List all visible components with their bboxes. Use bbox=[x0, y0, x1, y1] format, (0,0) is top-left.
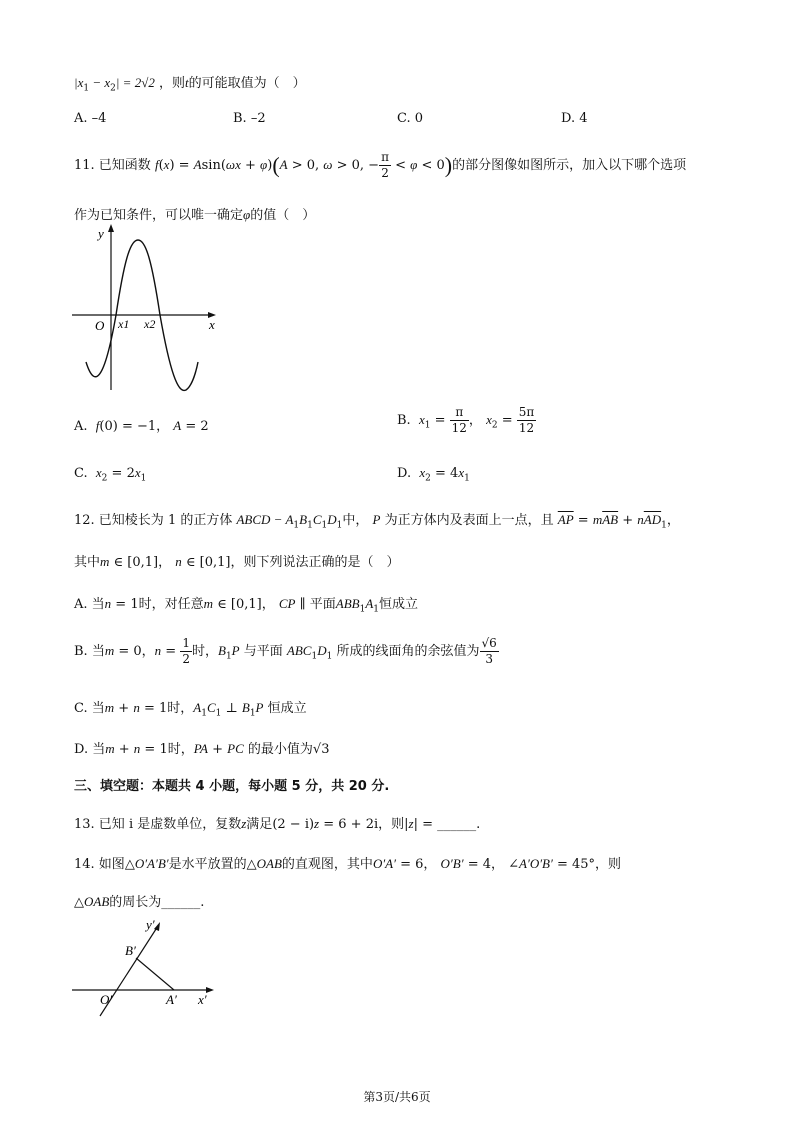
q12-stem-line2: 其中m ∈ [0,1]， n ∈ [0,1]，则下列说法正确的是（ ） bbox=[74, 554, 400, 570]
q11-option-c: C. $x_2 = 2x_1$ bbox=[74, 465, 147, 484]
q14-blank: ______. bbox=[161, 895, 205, 910]
q13-stem: 13. 已知 i 是虚数单位，复数z满足(2 − i)z = 6 + 2i，则|z| = ______. bbox=[74, 816, 481, 832]
q13-blank: ______. bbox=[437, 817, 481, 832]
q10-option-c: C. 0 bbox=[397, 111, 424, 126]
q10-stem: $|x_1 - x_2| = 2√2$ ，则t的可能取值为（ ） bbox=[74, 75, 306, 94]
q11-option-d: D. $x_2 = 4x_1$ bbox=[397, 465, 470, 484]
q14-fig-origin: O′ bbox=[100, 992, 113, 1007]
q11-stem-line2: 作为已知条件，可以唯一确定φ的值（ ） bbox=[74, 207, 316, 223]
q11-sine-graph bbox=[66, 222, 226, 397]
q14-fig-b-label: B′ bbox=[125, 943, 136, 958]
q14-fig-x-label: x′ bbox=[198, 992, 207, 1007]
q11-option-a: A. f(0) = −1， A = 2 bbox=[74, 418, 209, 434]
q14-fig-y-label: y′ bbox=[146, 917, 155, 932]
q10-option-a: A. –4 bbox=[74, 111, 107, 126]
q11-stem: 11. 已知函数 f(x) = Asin(ωx + φ)(A > 0, ω > 0, − $\frac{\pi}{2}$ < φ < 0)的部分图像如图所示，加入以下哪个选项 bbox=[74, 150, 687, 180]
q12-stem: 12. 已知棱长为 1 的正方体 ABCD − $A_1B_1C_1D_1$中， P 为正方体内及表面上一点，且 $\overline{AP} = m\overline{AB} + n\overline{AD}_1$， bbox=[74, 512, 680, 531]
q14-oblique-figure bbox=[70, 912, 220, 1017]
q12-option-c: C. 当m + n = 1时，$A_1C_1$ ⊥ $B_1P$ 恒成立 bbox=[74, 700, 307, 719]
q12-option-b: B. 当m = 0，n = $\frac{1}{2}$ 时，$B_1P$ 与平面 $ABC_1D_1$ 所成的线面角的余弦值为 $\frac{√6}{3}$ bbox=[74, 636, 497, 666]
q14-stem-line2: △OAB的周长为______. bbox=[74, 894, 205, 910]
q12-option-a: A. 当n = 1时，对任意m ∈ [0,1]， CP ∥ 平面$ABB_1A_1$恒成立 bbox=[74, 596, 419, 615]
q11-graph-origin: O bbox=[95, 318, 105, 333]
q10-option-b: B. –2 bbox=[233, 111, 266, 126]
q10-option-d: D. 4 bbox=[561, 111, 588, 126]
q14-stem: 14. 如图△O′A′B′是水平放置的△OAB的直观图，其中O′A′ = 6， O′B′ = 4， ∠A′O′B′ = 45°，则 bbox=[74, 856, 622, 872]
q11-graph-x2: x2 bbox=[144, 317, 156, 331]
q11-graph-y-label: y bbox=[98, 226, 104, 241]
page-footer: 第3页/共6页 bbox=[363, 1090, 431, 1104]
section-3-heading: 三、填空题：本题共 4 小题，每小题 5 分，共 20 分. bbox=[74, 779, 390, 794]
q14-fig-a-label: A′ bbox=[166, 992, 177, 1007]
q11-graph-x-label: x bbox=[209, 317, 215, 332]
q11-option-b: B. $x_1$ = $\frac{\pi}{12}$ ， $x_2$ = $\frac{5\pi}{12}$ bbox=[397, 405, 535, 435]
q12-option-d: D. 当m + n = 1时，PA + PC 的最小值为√3 bbox=[74, 741, 330, 757]
q11-graph-x1: x1 bbox=[118, 317, 130, 331]
